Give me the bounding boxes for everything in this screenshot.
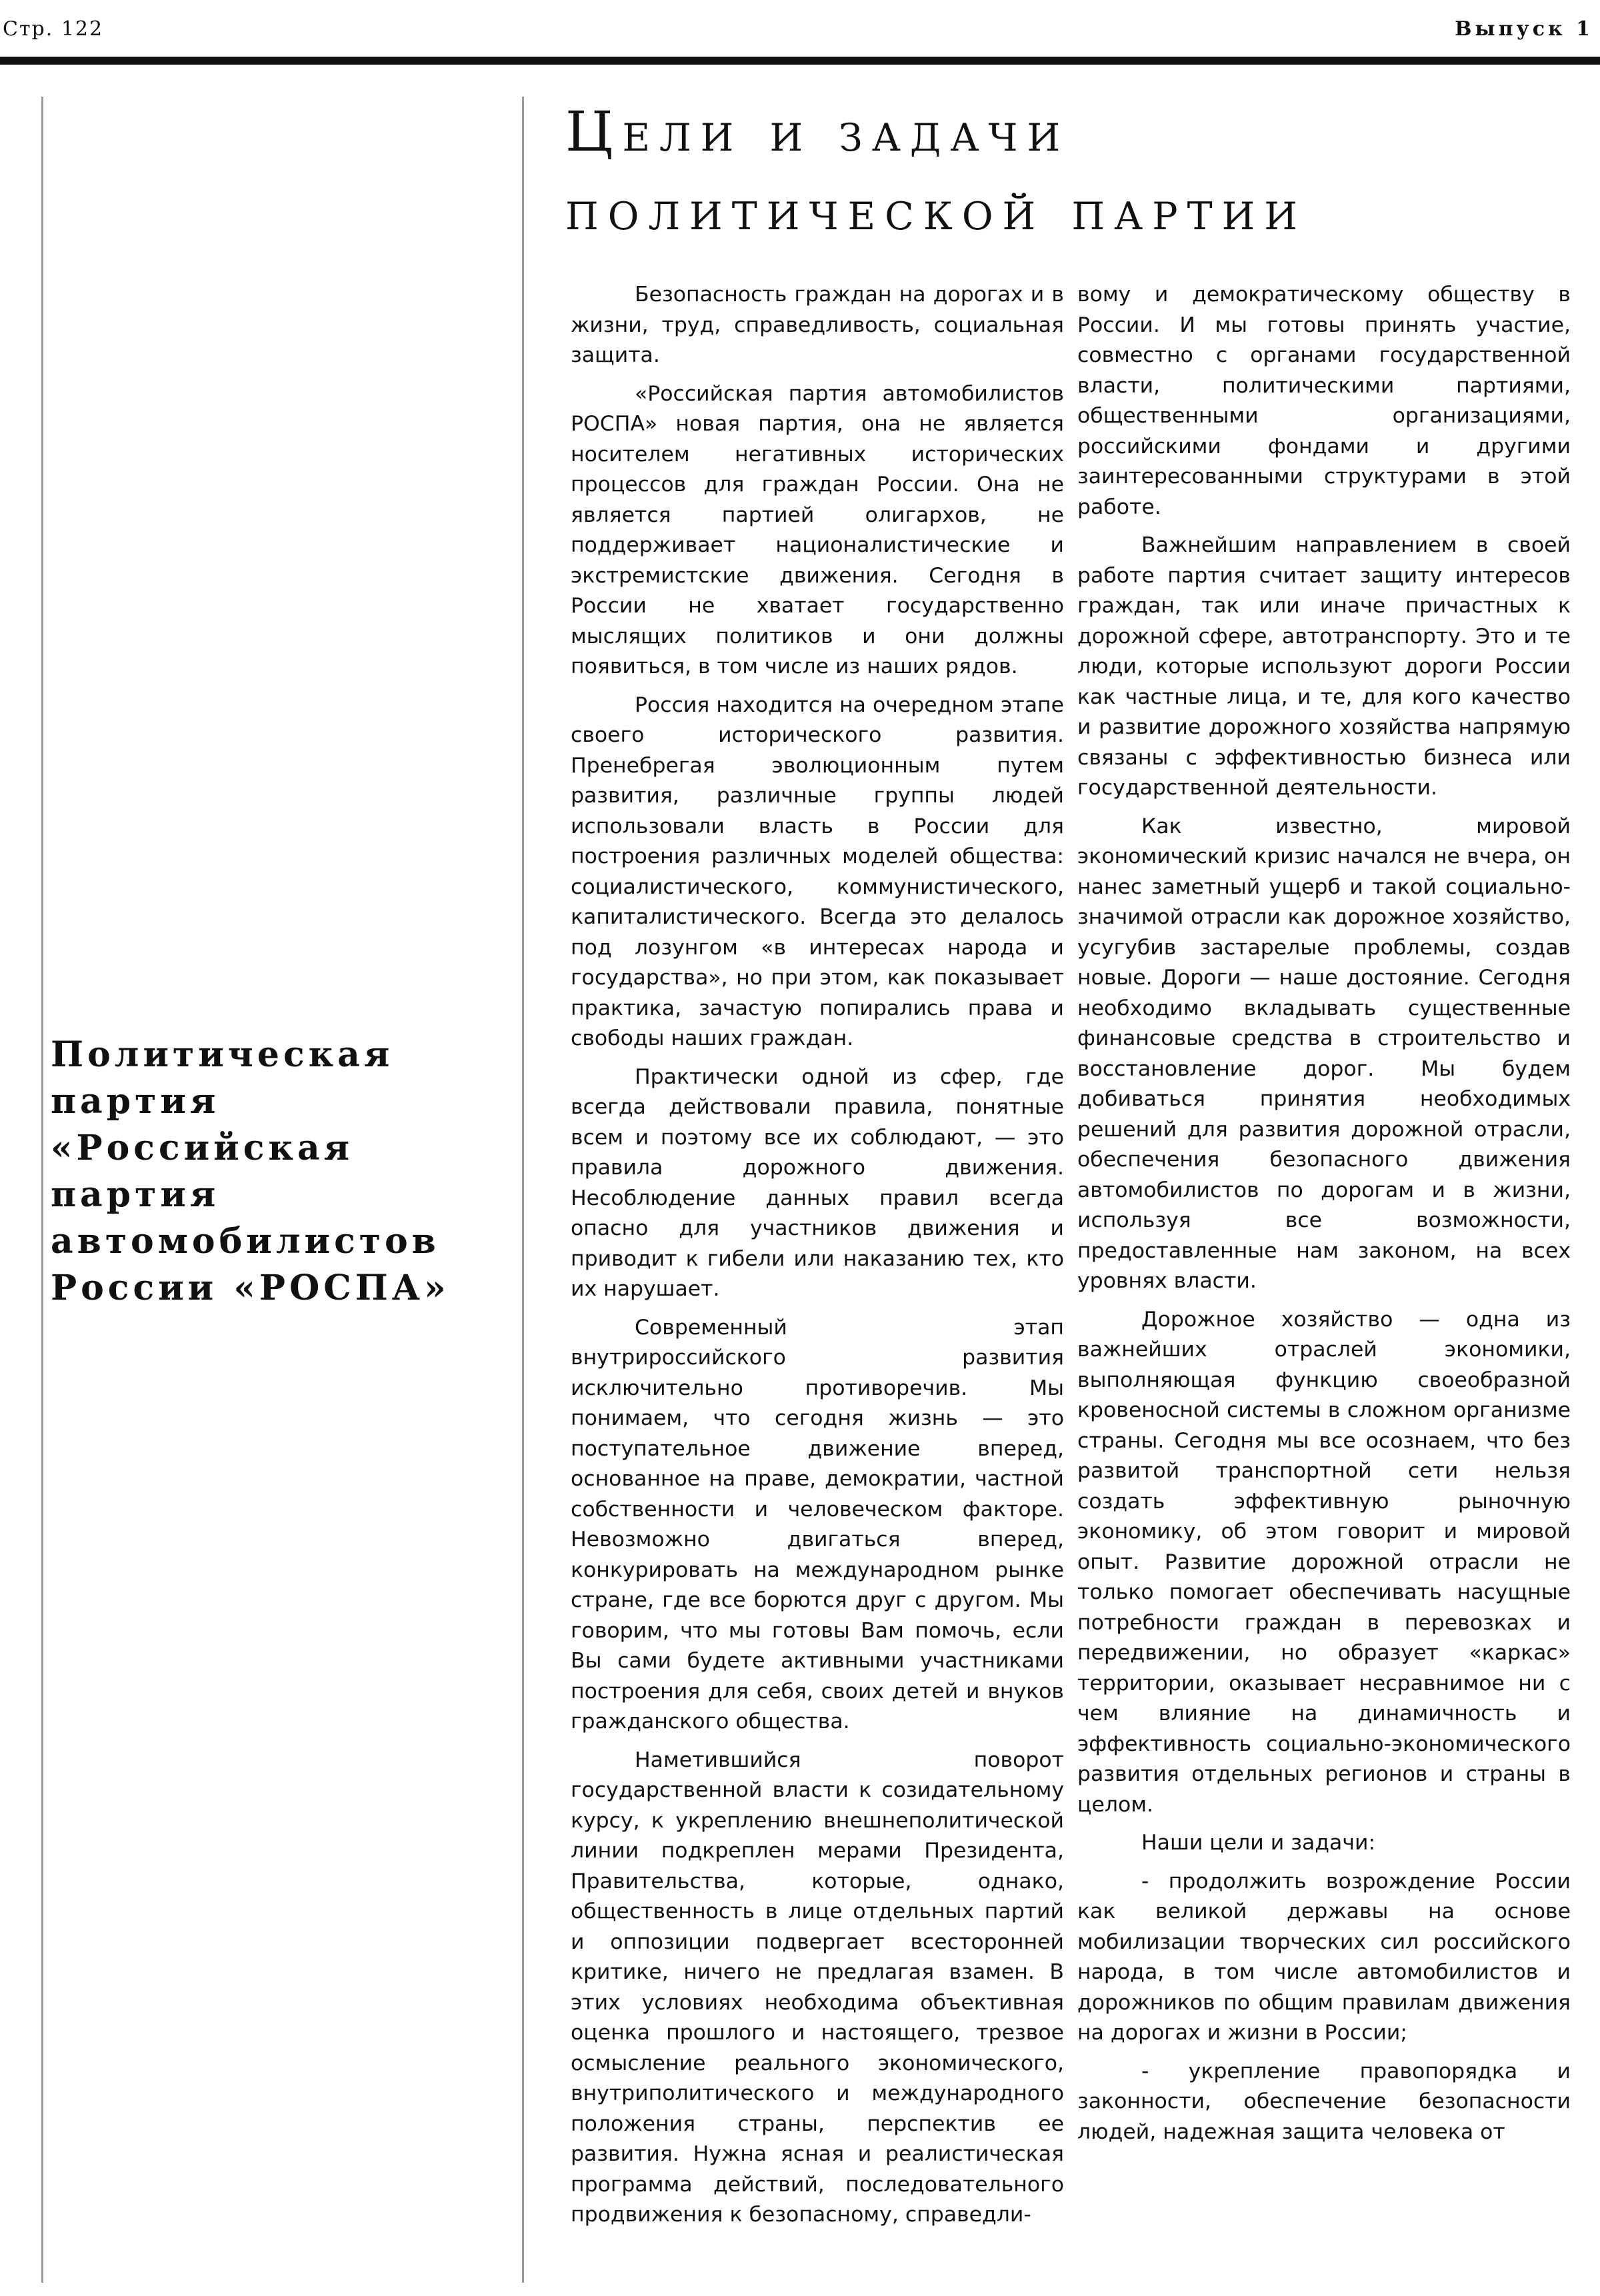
sidebar-left-rule: [41, 97, 43, 2283]
paragraph-continuation: вому и демократическому обществу в России. И мы готовы принять участие, совместно с органами государственной власти, политическими партиями, общественными организациями, российскими фондами и другими заинтересованными структурами в этой работе.: [1077, 283, 1571, 519]
paragraph: Дорожное хозяйство — одна из важнейших отраслей экономики, выполняющая функцию своеобразной кровеносной системы в сложном организме страны. Сегодня мы все осознаем, что без развитой транспортной сети нельзя создать эффективную рыночную экономику, об этом говорит и мировой опыт. Развитие дорожной отрасли не только помогает обеспечивать насущные потребности граждан в перевозках и передвижении, но образует «каркас» территории, оказывает несравнимое ни с чем влияние на динамичность и эффективность социально-экономического развития отдельных регионов и страны в целом.: [1077, 1307, 1571, 1817]
article-title: Цели и задачи политической партии: [565, 101, 1307, 243]
column-divider-rule: [522, 97, 524, 2283]
paragraph: Современный этап внутрироссийского развития исключительно противоречив. Мы понимаем, что сегодня жизнь — это поступательное движение вперед, основанное на праве, демократии, частной собственности и человеческом факторе. Невозможно двигаться вперед, конкурировать на международном рынке стране, где все борются друг с другом. Мы говорим, что мы готовы Вам помочь, если Вы сами будете активными участниками построения для себя, своих детей и внуков гражданского общества.: [571, 1315, 1064, 1733]
paragraph: Практически одной из сфер, где всегда действовали правила, понятные всем и поэтому все их соблюдают, — это правила дорожного движения. Несоблюдение данных правил всегда опасно для участников движения и приводит к гибели или наказанию тех, кто их нарушает.: [571, 1064, 1064, 1301]
paragraph: «Российская партия автомобилистов РОСПА» новая партия, она не является носителем негативных исторических процессов для граждан России. Она не является партией олигархов, не поддерживает националистические и экстремистские движения. Сегодня в России не хватает государственно мыслящих политиков и они должны появиться, в том числе из наших рядов.: [571, 381, 1064, 678]
paragraph: - продолжить возрождение России как великой державы на основе мобилизации творческих сил российского народа, в том числе автомобилистов и дорожников по общим правилам движения на дорогах и жизни в России;: [1077, 1869, 1571, 2045]
paragraph: Важнейшим направлением в своей работе партия считает защиту интересов граждан, так или иначе причастных к дорожной сфере, автотранспорту. Это и те люди, которые используют дороги России как частные лица, и те, для кого качество и развитие дорожного хозяйства напрямую связаны с эффективностью бизнеса или государственной деятельности.: [1077, 533, 1571, 800]
paragraph: Наши цели и задачи:: [1141, 1831, 1376, 1855]
paragraph: Безопасность граждан на дорогах и в жизни, труд, справедливость, социальная защита.: [571, 283, 1064, 367]
paragraph: Как известно, мировой экономический кризис начался не вчера, он нанес заметный ущерб и такой социально-значимой отрасли как дорожное хозяйство, усугубив застарелые проблемы, создав новые. Дороги — наше достояние. Сегодня необходимо вкладывать существенные финансовые средства в строительство и восстановление дорог. Мы будем добиваться принятия необходимых решений для развития дорожной отрасли, обеспечения безопасного движения автомобилистов по дорогам и в жизни, используя все возможности, предоставленные нам законом, на всех уровнях власти.: [1077, 814, 1571, 1293]
paragraph: - укрепление правопорядка и законности, обеспечение безопасности людей, надежная защита человека от: [1077, 2059, 1571, 2144]
article-column-2: [1077, 280, 1571, 2155]
header-rule: [0, 57, 1600, 65]
article-column-1: [571, 280, 1064, 2239]
page-number: Стр. 122: [3, 17, 104, 41]
paragraph: Наметившийся поворот государственной власти к созидательному курсу, к укреплению внешнеполитической линии подкреплен мерами Президента, Правительства, которые, однако, общественность в лице отдельных партий и оппозиции подвергает всесторонней критике, ничего не предлагая взамен. В этих условиях необходима объективная оценка прошлого и настоящего, трезвое осмысление реального экономического, внутриполитического и международного положения страны, перспектив ее развития. Нужна ясная и реалистическая программа действий, последовательного продвижения к безопасному, справедли-: [571, 1747, 1064, 2227]
paragraph: Россия находится на очередном этапе своего исторического развития. Пренебрегая эволюционным путем развития, различные группы людей использовали власть в России для построения различных моделей общества: социалистического, коммунистического, капиталистического. Всегда это делалось под лозунгом «в интересах народа и государства», но при этом, как показывает практика, зачастую попирались права и свободы наших граждан.: [571, 692, 1064, 1050]
sidebar-title: Политическая партия «Российская партия автомобилистов России «РОСПА»: [51, 1034, 450, 1308]
issue-number: Выпуск 1: [1455, 17, 1593, 41]
